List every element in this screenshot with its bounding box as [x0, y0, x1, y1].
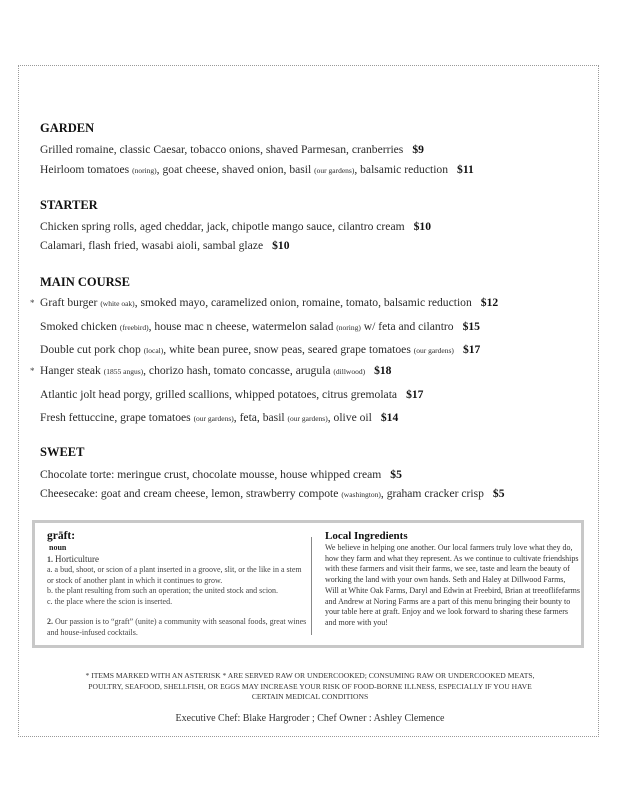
local-title: Local Ingredients: [325, 530, 408, 542]
chef-credits: Executive Chef: Blake Hargroder ; Chef Owner : Ashley Clemence: [175, 713, 445, 724]
item-price: $5: [492, 487, 505, 500]
raw-food-warning: * ITEMS MARKED WITH AN ASTERISK * ARE SERVED RAW OR UNDERCOOKED; CONSUMING RAW OR UNDERCOOKED MEATS, POULTRY, SEAFOOD, SHELLFISH, OR EGGS MAY INCREASE YOUR RISK OF FOOD-BORNE ILLNESS, ESPECIALLY IF YOU HAVE CERTAIN MEDICAL CONDITIONS: [85, 671, 535, 701]
item-source-note: (our gardens): [193, 414, 234, 423]
definition-word: grāft:: [47, 530, 76, 542]
item-description: Grilled romaine, classic Caesar, tobacco onions, shaved Parmesan, cranberries: [40, 143, 404, 156]
item-price: $10: [272, 239, 290, 252]
menu-item: [40, 388, 423, 401]
item-description: , house mac n cheese, watermelon salad: [148, 320, 337, 333]
item-price: $9: [412, 143, 424, 156]
item-description: Double cut pork chop: [40, 343, 144, 356]
item-source-note: (noring): [336, 323, 361, 332]
item-price: $18: [374, 364, 392, 377]
section-title: STARTER: [40, 198, 98, 212]
sense-c: c. the place where the scion is inserted.: [47, 596, 173, 606]
item-description: , smoked mayo, caramelized onion, romaine, tomato, balsamic reduction: [134, 296, 472, 309]
asterisk-marker: *: [30, 298, 35, 308]
item-price: $10: [413, 220, 431, 233]
item-price: $5: [390, 468, 402, 481]
item-source-note: (1855 angus): [103, 367, 144, 376]
sense2-text: Our passion is to “graft” (unite) a community with seasonal foods, great wines and house-infused cocktails.: [47, 617, 307, 637]
menu-item: [40, 320, 480, 333]
menu-item: [40, 411, 398, 424]
item-source-note: (freebird): [119, 323, 149, 332]
menu-item: [40, 239, 290, 252]
sense-a: a. a bud, shoot, or scion of a plant inserted in a groove, slit, or the like in a stem or stock of another plant in which it continues to grow.: [47, 565, 302, 585]
item-price: $15: [462, 320, 480, 333]
item-source-note: (our gardens): [287, 414, 328, 423]
item-price: $12: [480, 296, 499, 309]
item-description: Chocolate torte: meringue crust, chocolate mousse, house whipped cream: [40, 468, 382, 481]
item-price: $14: [380, 411, 399, 424]
item-price: $17: [406, 388, 424, 401]
local-body: We believe in helping one another. Our local farmers truly love what they do, how they farm and what they represent. As we continue to cultivate friendships with these farmers and visit their farms, we see, taste and learn the beauty of working the land with your own hands. Seth and Haley at Dillwood Farms, Will at White Oak Farms, Daryl and Edwin at Freebird, Brian at treeoflifefarms and Andrew at Noring Farms are a part of this menu bringing their bounty to your table here at graft. Enjoy and we look forward to sharing these farmers and more with you!: [325, 543, 581, 627]
item-description: Hanger steak: [40, 364, 104, 377]
item-source-note: (white oak): [100, 299, 135, 308]
item-source-note: (our gardens): [413, 346, 454, 355]
sense1-number: 1.: [47, 554, 53, 564]
menu-item: [40, 143, 424, 156]
menu-item: [40, 468, 402, 481]
asterisk-marker: *: [30, 366, 35, 376]
info-box: [32, 520, 584, 648]
local-ingredients: [325, 529, 580, 629]
menu-item: [40, 343, 480, 356]
menu-item: [40, 487, 504, 500]
menu-item: [30, 296, 499, 309]
section-title: GARDEN: [40, 121, 95, 135]
item-description: , goat cheese, shaved onion, basil: [156, 163, 315, 176]
item-description: Fresh fettuccine, grape tomatoes: [40, 411, 194, 424]
item-source-note: (dillwood): [333, 367, 366, 376]
item-description: , graham cracker crisp: [380, 487, 484, 500]
item-source-note: (our gardens): [314, 166, 355, 175]
item-description: Calamari, flash fried, wasabi aioli, sambal glaze: [40, 239, 264, 252]
item-description: , olive oil: [327, 411, 372, 424]
section-title: SWEET: [40, 445, 85, 459]
sense2-number: 2.: [47, 617, 53, 626]
item-description: Chicken spring rolls, aged cheddar, jack, chipotle mango sauce, cilantro cream: [40, 220, 405, 233]
item-description: Atlantic jolt head porgy, grilled scallions, whipped potatoes, citrus gremolata: [40, 388, 398, 401]
item-description: Smoked chicken: [40, 320, 120, 333]
item-description: Cheesecake: goat and cream cheese, lemon, strawberry compote: [40, 487, 342, 500]
sense1-label: Horticulture: [55, 553, 99, 564]
item-description: , feta, basil: [233, 411, 288, 424]
menu-item: [30, 364, 392, 377]
item-description: , chorizo hash, tomato concasse, arugula: [143, 364, 334, 377]
item-description: , white bean puree, snow peas, seared grape tomatoes: [163, 343, 414, 356]
item-description: Heirloom tomatoes: [40, 163, 133, 176]
section-title: MAIN COURSE: [40, 275, 130, 289]
definition-pos: noun: [49, 543, 67, 552]
menu-item: [40, 163, 474, 176]
graft-definition: [47, 529, 309, 638]
item-description: Graft burger: [40, 296, 101, 309]
item-source-note: (local): [143, 346, 164, 355]
item-description: , balsamic reduction: [354, 163, 449, 176]
item-source-note: (noring): [132, 166, 157, 175]
item-price: $11: [457, 163, 474, 176]
item-source-note: (washington): [341, 490, 381, 499]
menu-item: [40, 220, 431, 233]
sense-b: b. the plant resulting from such an operation; the united stock and scion.: [47, 586, 279, 595]
item-description: w/ feta and cilantro: [360, 320, 454, 333]
item-price: $17: [462, 343, 481, 356]
box-divider: [311, 537, 312, 635]
